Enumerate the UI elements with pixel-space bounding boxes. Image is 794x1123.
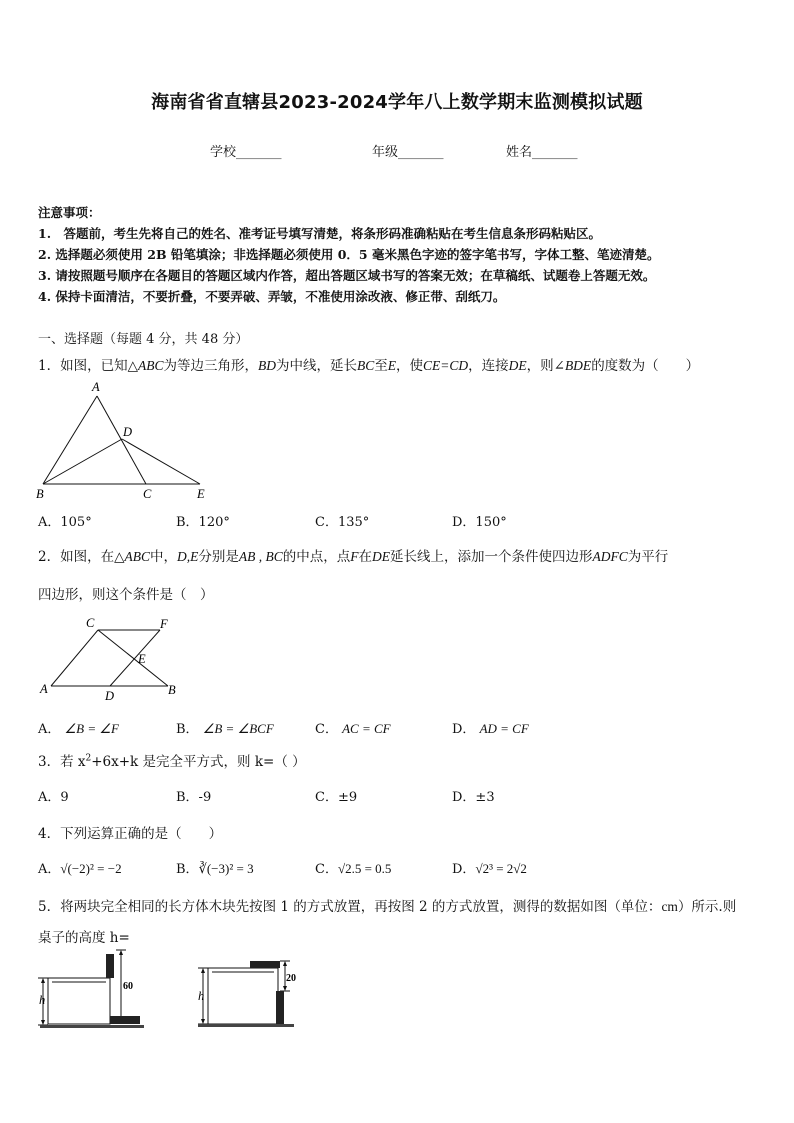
section-heading: 一、选择题（每题 4 分，共 48 分）	[38, 332, 249, 347]
q3-option-a: A．9	[38, 790, 69, 805]
q2-option-b: B． ∠B = ∠BCF	[176, 721, 274, 737]
school-field: 学校_______	[210, 145, 282, 160]
grade-field: 年级_______	[372, 145, 444, 160]
q2-option-c: C． AC = CF	[315, 721, 391, 737]
q4-option-a: A．√(−2)² = −2	[38, 861, 122, 877]
label-D: D	[105, 689, 115, 703]
question-5-figure-1	[34, 948, 154, 1030]
label-h: h	[39, 993, 46, 1007]
question-2-figure	[34, 612, 194, 704]
page-title: 海南省省直辖县2023-2024学年八上数学期末监测模拟试题	[151, 92, 643, 113]
label-B: B	[36, 487, 44, 500]
label-h: h	[198, 989, 205, 1003]
label-A: A	[92, 380, 100, 394]
note-item-1: 1. 答题前，考生先将自己的姓名、准考证号填写清楚，将条形码准确粘贴在考生信息条形码粘贴区。	[38, 226, 602, 241]
q3-option-c: C．±9	[315, 790, 358, 805]
q1-option-b: B．120°	[176, 515, 230, 530]
q4-option-d: D．√2³ = 2√2	[452, 861, 527, 877]
question-4-stem: 4．下列运算正确的是（ ）	[38, 826, 223, 842]
label-E: E	[138, 652, 146, 666]
note-item-4: 4. 保持卡面清洁，不要折叠，不要弄破、弄皱，不准使用涂改液、修正带、刮纸刀。	[38, 289, 506, 304]
q1-option-d: D．150°	[452, 515, 507, 530]
question-2-stem: 2．如图，在△ABC中，D,E分别是AB , BC的中点，点F在DE延长线上，添加一个条件使四边形ADFC为平行	[38, 549, 669, 565]
label-60: 60	[123, 981, 133, 992]
question-1-stem: 1．如图，已知△ABC为等边三角形，BD为中线，延长BC至E，使CE=CD，连接DE，则∠BDE的度数为（ ）	[38, 358, 700, 374]
q2-option-d: D． AD = CF	[452, 721, 529, 737]
notes-heading: 注意事项：	[38, 205, 101, 220]
q4-option-c: C．√2.5 = 0.5	[315, 861, 392, 877]
label-A: A	[40, 682, 48, 696]
label-B: B	[168, 683, 176, 697]
q3-option-b: B．-9	[176, 790, 212, 805]
question-3-stem: 3．若 $x^2+6x+k$ 是完全平方式，则 k=（ ）	[38, 753, 306, 770]
label-20: 20	[286, 973, 296, 984]
name-field: 姓名_______	[506, 145, 578, 160]
label-C: C	[86, 616, 95, 630]
q4-option-b: B．∛(−3)² = 3	[176, 861, 254, 877]
question-5-stem-line2: 桌子的高度 h=	[38, 930, 130, 946]
note-item-3: 3. 请按照题号顺序在各题目的答题区域内作答，超出答题区域书写的答案无效；在草稿纸、试题卷上答题无效。	[38, 268, 656, 283]
q1-option-c: C．135°	[315, 515, 370, 530]
label-F: F	[160, 617, 168, 631]
question-5-stem: 5．将两块完全相同的长方体木块先按图 1 的方式放置，再按图 2 的方式放置，测得的数据如图（单位：cm）所示.则	[38, 899, 737, 915]
label-D: D	[123, 425, 133, 439]
question-5-figure-2	[194, 954, 304, 1030]
label-C: C	[143, 487, 152, 500]
q3-option-d: D．±3	[452, 790, 495, 805]
label-E: E	[197, 487, 205, 500]
q1-option-a: A．105°	[38, 515, 92, 530]
question-1-figure	[30, 376, 220, 500]
question-2-stem-line2: 四边形，则这个条件是（ ）	[38, 587, 214, 603]
note-item-2: 2. 选择题必须使用 2B 铅笔填涂；非选择题必须使用 0．5 毫米黑色字迹的签字笔书写，字体工整、笔迹清楚。	[38, 247, 660, 262]
q2-option-a: A． ∠B = ∠F	[38, 721, 119, 737]
